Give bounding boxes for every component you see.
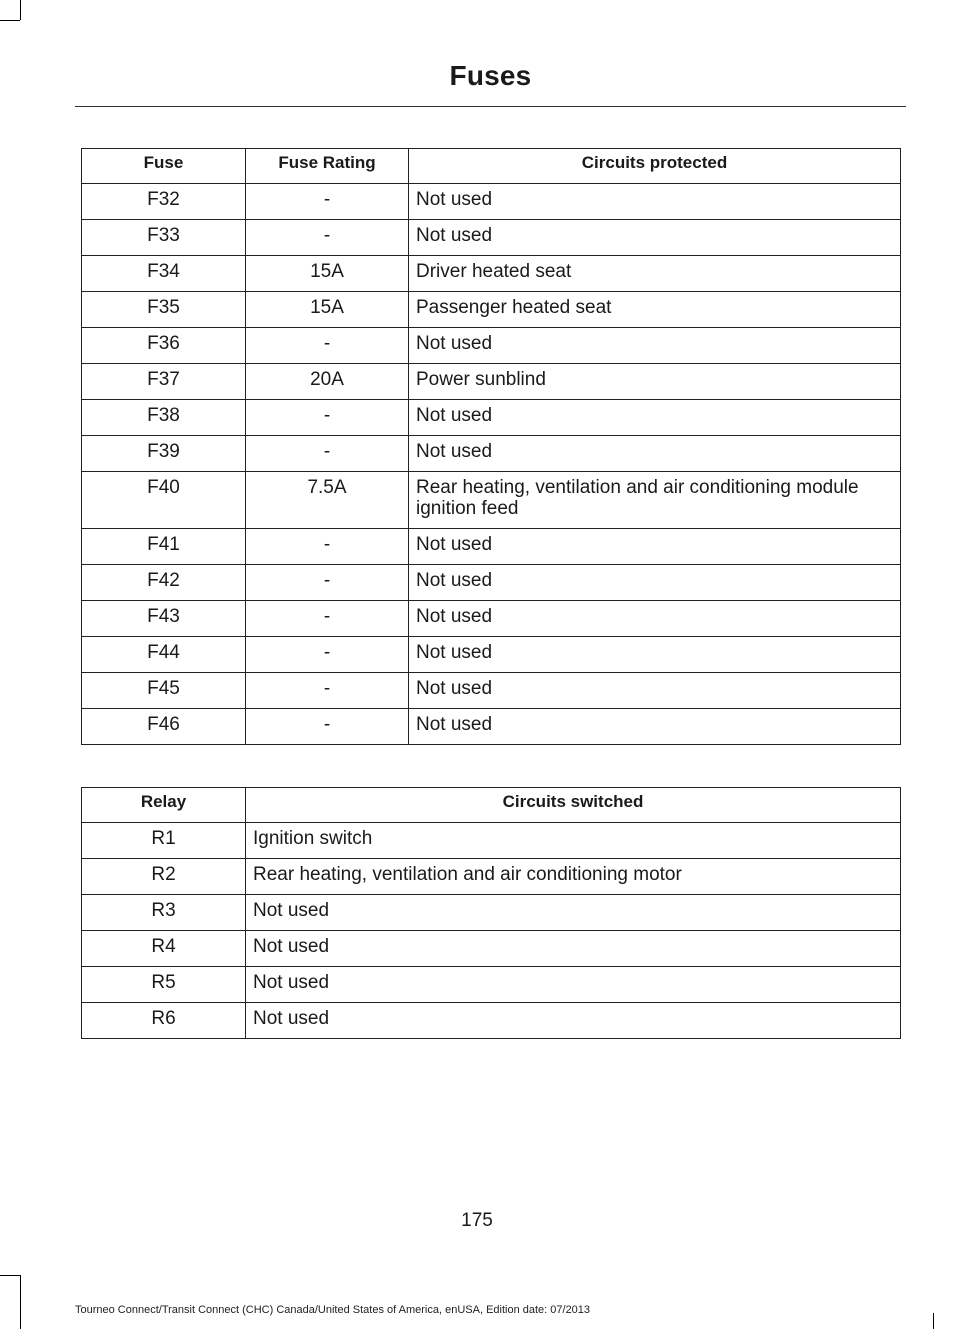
circuits-protected-cell: Passenger heated seat	[409, 292, 901, 328]
table-row	[82, 292, 901, 328]
circuits-switched-cell: Rear heating, ventilation and air conditioning motor	[246, 859, 901, 895]
table-row	[82, 364, 901, 400]
fuse-cell: F37	[82, 364, 246, 400]
circuits-protected-cell: Rear heating, ventilation and air conditioning module ignition feed	[409, 472, 901, 529]
page-title: Fuses	[449, 60, 532, 91]
fuse-cell: F46	[82, 709, 246, 745]
table-row	[82, 220, 901, 256]
column-header-relay: Relay	[82, 788, 246, 823]
fuse-rating-cell: -	[246, 328, 409, 364]
crop-mark	[0, 20, 20, 21]
column-header-fuse-rating: Fuse Rating	[246, 149, 409, 184]
table-row	[82, 673, 901, 709]
page-number: 175	[461, 1210, 493, 1231]
table-row	[82, 1003, 901, 1039]
relay-cell: R5	[82, 967, 246, 1003]
fuse-rating-cell: -	[246, 709, 409, 745]
circuits-protected-cell: Not used	[409, 709, 901, 745]
crop-mark	[0, 1275, 20, 1276]
table-row	[82, 967, 901, 1003]
table-row	[82, 328, 901, 364]
table-row	[82, 895, 901, 931]
circuits-protected-cell: Driver heated seat	[409, 256, 901, 292]
relay-cell: R3	[82, 895, 246, 931]
circuits-protected-cell: Not used	[409, 565, 901, 601]
fuse-cell: F41	[82, 529, 246, 565]
relay-cell: R1	[82, 823, 246, 859]
fuse-cell: F35	[82, 292, 246, 328]
title-divider	[75, 106, 906, 107]
circuits-switched-cell: Not used	[246, 895, 901, 931]
fuse-cell: F43	[82, 601, 246, 637]
fuse-rating-cell: -	[246, 601, 409, 637]
fuse-rating-cell: -	[246, 529, 409, 565]
circuits-protected-cell: Not used	[409, 637, 901, 673]
fuse-cell: F38	[82, 400, 246, 436]
circuits-protected-cell: Power sunblind	[409, 364, 901, 400]
table-row	[82, 709, 901, 745]
circuits-protected-cell: Not used	[409, 529, 901, 565]
crop-mark	[20, 1275, 21, 1329]
circuits-protected-cell: Not used	[409, 220, 901, 256]
table-row	[82, 931, 901, 967]
circuits-protected-cell: Not used	[409, 400, 901, 436]
fuse-rating-cell: -	[246, 673, 409, 709]
table-row	[82, 565, 901, 601]
circuits-protected-cell: Not used	[409, 601, 901, 637]
fuse-table	[81, 148, 901, 745]
circuits-protected-cell: Not used	[409, 328, 901, 364]
table-header-row	[82, 149, 901, 184]
relay-cell: R6	[82, 1003, 246, 1039]
relay-cell: R2	[82, 859, 246, 895]
fuse-rating-cell: -	[246, 220, 409, 256]
fuse-cell: F42	[82, 565, 246, 601]
circuits-switched-cell: Not used	[246, 967, 901, 1003]
relay-cell: R4	[82, 931, 246, 967]
page-footer: Tourneo Connect/Transit Connect (CHC) Canada/United States of America, enUSA, Edition date: 07/2013	[75, 1304, 591, 1316]
fuse-cell: F40	[82, 472, 246, 529]
fuse-cell: F33	[82, 220, 246, 256]
table-row	[82, 436, 901, 472]
table-row	[82, 400, 901, 436]
fuse-rating-cell: 15A	[246, 292, 409, 328]
table-row	[82, 823, 901, 859]
circuits-switched-cell: Ignition switch	[246, 823, 901, 859]
fuse-cell: F34	[82, 256, 246, 292]
fuse-rating-cell: -	[246, 436, 409, 472]
table-row	[82, 529, 901, 565]
fuse-rating-cell: -	[246, 184, 409, 220]
fuse-rating-cell: -	[246, 565, 409, 601]
circuits-switched-cell: Not used	[246, 1003, 901, 1039]
table-row	[82, 859, 901, 895]
fuse-rating-cell: -	[246, 637, 409, 673]
fuse-rating-cell: 20A	[246, 364, 409, 400]
circuits-protected-cell: Not used	[409, 436, 901, 472]
crop-mark	[933, 1313, 934, 1329]
table-row	[82, 256, 901, 292]
relay-table	[81, 787, 901, 1039]
table-header-row	[82, 788, 901, 823]
circuits-protected-cell: Not used	[409, 673, 901, 709]
fuse-rating-cell: -	[246, 400, 409, 436]
fuse-cell: F44	[82, 637, 246, 673]
column-header-circuits-switched: Circuits switched	[246, 788, 901, 823]
table-row	[82, 472, 901, 529]
fuse-cell: F32	[82, 184, 246, 220]
circuits-protected-cell: Not used	[409, 184, 901, 220]
fuse-cell: F39	[82, 436, 246, 472]
crop-mark	[20, 0, 21, 20]
fuse-rating-cell: 7.5A	[246, 472, 409, 529]
fuse-rating-cell: 15A	[246, 256, 409, 292]
column-header-circuits-protected: Circuits protected	[409, 149, 901, 184]
fuse-cell: F45	[82, 673, 246, 709]
fuse-cell: F36	[82, 328, 246, 364]
table-row	[82, 637, 901, 673]
table-row	[82, 601, 901, 637]
column-header-fuse: Fuse	[82, 149, 246, 184]
circuits-switched-cell: Not used	[246, 931, 901, 967]
table-row	[82, 184, 901, 220]
